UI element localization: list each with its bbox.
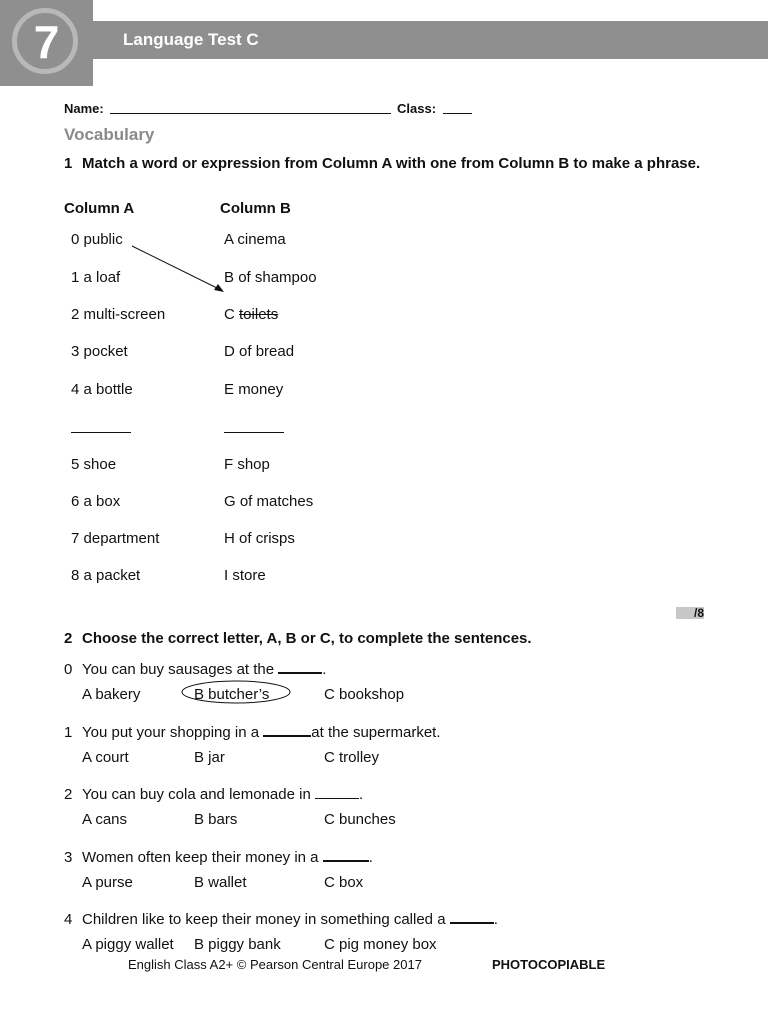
footer-photocopiable: PHOTOCOPIABLE: [492, 957, 606, 972]
class-label: Class:: [397, 101, 437, 116]
column-b-text: of crisps: [239, 530, 295, 547]
column-b-letter: D: [224, 343, 235, 360]
option-b[interactable]: B piggy bank: [194, 936, 281, 953]
exercise2-number: 2: [64, 630, 73, 647]
section-title: Vocabulary: [64, 125, 155, 144]
column-a-item: 0 public: [71, 231, 123, 248]
exercise1-instruction: Match a word or expression from Column A with one from Column B to make a phrase.: [82, 155, 701, 172]
sentence-number: 1: [64, 724, 73, 741]
name-field[interactable]: [110, 101, 391, 114]
column-b-letter: F: [224, 456, 234, 473]
column-b-item: [224, 493, 313, 510]
column-b-item: [224, 381, 283, 398]
option-a[interactable]: A piggy wallet: [82, 936, 174, 953]
column-a-item: 1 a loaf: [71, 269, 121, 286]
option-b[interactable]: B wallet: [194, 874, 247, 891]
option-c[interactable]: C bunches: [324, 811, 396, 828]
column-b-text: money: [238, 381, 284, 398]
option-a[interactable]: A bakery: [82, 686, 141, 703]
sentence-number: 3: [64, 849, 73, 866]
column-b-text: of matches: [239, 493, 314, 510]
sentence-end: at the supermarket.: [311, 724, 441, 741]
column-a-item: 3 pocket: [71, 343, 128, 360]
footer-copyright: English Class A2+ © Pearson Central Europe 2017: [128, 957, 422, 972]
column-a-item: 8 a packet: [71, 567, 141, 584]
column-b-item: [224, 269, 317, 286]
sentence-end: .: [322, 661, 327, 678]
answer-blank[interactable]: [323, 849, 369, 862]
example-answer-circle: [180, 680, 292, 706]
column-b-item: [224, 530, 295, 547]
exercise2-instruction: Choose the correct letter, A, B or C, to complete the sentences.: [82, 630, 532, 647]
column-b-letter: E: [224, 381, 235, 398]
option-c[interactable]: C bookshop: [324, 686, 405, 703]
column-a-item: 7 department: [71, 530, 160, 547]
sentence-text: [82, 911, 498, 928]
column-b-text: of shampoo: [238, 269, 317, 286]
title-bar: [93, 21, 768, 59]
option-c[interactable]: C pig money box: [324, 936, 437, 953]
option-b[interactable]: B butcher’s: [194, 686, 270, 703]
example-match-arrow: [125, 238, 235, 298]
name-label: Name:: [64, 101, 104, 116]
sentence-end: .: [493, 911, 498, 928]
sentence-text: [82, 724, 441, 741]
sentence-end: .: [358, 786, 364, 803]
option-a[interactable]: A cans: [82, 811, 128, 828]
exercise1-number: 1: [64, 155, 73, 172]
answer-blank-a[interactable]: [71, 432, 131, 433]
column-b-item: [224, 306, 278, 323]
option-c[interactable]: C box: [324, 874, 364, 891]
unit-number: 7: [33, 16, 60, 68]
column-b-item: [224, 343, 294, 360]
column-b-text: shop: [237, 456, 270, 473]
sentence-start: You can buy sausages at the: [82, 661, 279, 678]
column-b-text: toilets: [239, 306, 279, 323]
column-b-letter: I: [224, 567, 229, 584]
column-b-item: [224, 567, 266, 584]
class-field[interactable]: [443, 101, 472, 114]
sentence-text: [82, 661, 326, 678]
column-b-letter: B: [224, 269, 235, 286]
sentence-number: 2: [64, 786, 73, 803]
test-title: Language Test C: [123, 30, 259, 49]
column-b-item: [224, 456, 270, 473]
option-b[interactable]: B jar: [194, 749, 225, 766]
answer-blank[interactable]: [263, 724, 311, 737]
column-b-text: of bread: [239, 343, 295, 360]
column-b-text: store: [232, 567, 266, 584]
sentence-start: You can buy cola and lemonade in: [82, 786, 315, 803]
sentence-start: Women often keep their money in a: [82, 849, 323, 866]
answer-blank[interactable]: [450, 911, 494, 924]
column-b-letter: H: [224, 530, 235, 547]
column-b-text: cinema: [237, 231, 286, 248]
option-a[interactable]: A purse: [82, 874, 133, 891]
exercise1-score: /8: [676, 607, 704, 619]
answer-blank[interactable]: [315, 787, 359, 799]
option-c[interactable]: C trolley: [324, 749, 380, 766]
sentence-number: 4: [64, 911, 73, 928]
column-a-item: 6 a box: [71, 493, 121, 510]
option-a[interactable]: A court: [82, 749, 129, 766]
sentence-end: .: [368, 849, 373, 866]
sentence-text: [82, 849, 373, 866]
sentence-start: You put your shopping in a: [82, 724, 264, 741]
column-b-letter: A: [224, 231, 234, 248]
sentence-start: Children like to keep their money in something called a: [82, 911, 450, 928]
option-b[interactable]: B bars: [194, 811, 238, 828]
column-b-letter: C: [224, 306, 235, 323]
column-b-title: Column B: [220, 200, 291, 217]
unit-badge: [0, 0, 93, 86]
column-a-item: 4 a bottle: [71, 381, 133, 398]
answer-blank[interactable]: [278, 661, 322, 674]
sentence-number: 0: [64, 661, 73, 678]
sentence-text: [82, 786, 363, 803]
column-a-item: 2 multi-screen: [71, 306, 166, 323]
column-a-title: Column A: [64, 200, 135, 217]
column-b-letter: G: [224, 493, 236, 510]
column-a-item: 5 shoe: [71, 456, 117, 473]
answer-blank-b[interactable]: [224, 432, 284, 433]
